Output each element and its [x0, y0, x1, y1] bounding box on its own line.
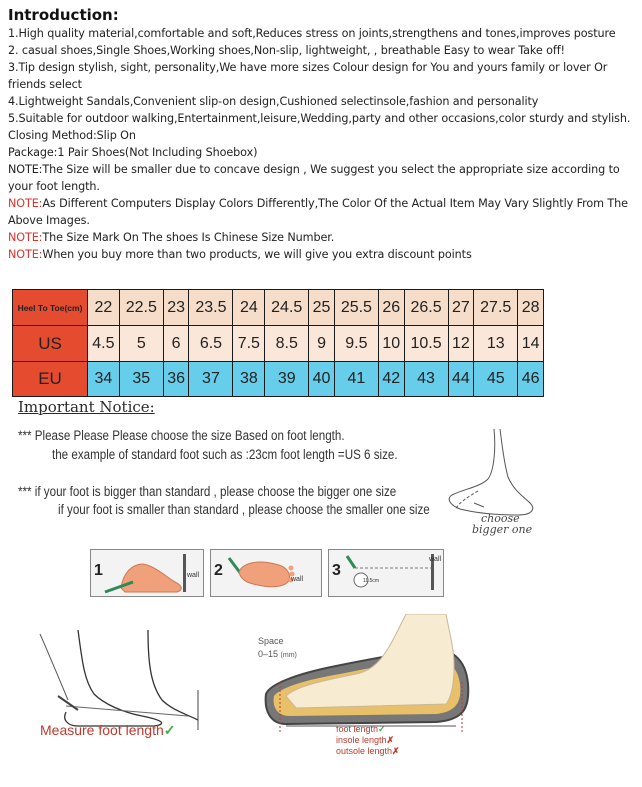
table-cell: 6	[163, 326, 189, 362]
intro-line-4: 4.Lightweight Sandals,Convenient slip-on design,Cushioned selectinsole,fashion and personality	[8, 95, 539, 108]
table-row-eu	[13, 362, 544, 397]
row-header-eu: EU	[13, 362, 88, 397]
size-chart-table	[12, 289, 544, 397]
step-1-panel	[90, 549, 204, 597]
ruler-mark: 11.5cm	[363, 578, 380, 584]
table-cell: 35	[119, 362, 163, 397]
table-cell: 27	[448, 290, 474, 326]
notice-line-4: if your foot is smaller than standard , please choose the smaller one size	[58, 502, 430, 517]
table-cell: 6.5	[189, 326, 233, 362]
table-row-heel-to-toe	[13, 290, 544, 326]
notice-line-1: *** Please Please Please choose the size Based on foot length.	[18, 428, 345, 443]
choose-note-2: bigger one	[472, 523, 533, 536]
cross-icon: ✗	[386, 735, 395, 745]
foot-top-icon	[225, 552, 305, 594]
check-icon: ✓	[378, 724, 386, 734]
wall-label: wall	[187, 572, 200, 579]
table-cell: 40	[309, 362, 335, 397]
table-cell: 7.5	[233, 326, 265, 362]
table-cell: 12	[448, 326, 474, 362]
row-header-us: US	[13, 326, 88, 362]
table-cell: 27.5	[474, 290, 518, 326]
table-cell: 14	[518, 326, 544, 362]
table-cell: 10.5	[404, 326, 448, 362]
intro-line-5: 5.Suitable for outdoor walking,Entertainment,leisure,Wedding,party and other occasions,color sturdy and stylish.	[8, 112, 631, 125]
space-label: Space	[258, 636, 284, 646]
note-label: NOTE:	[8, 197, 43, 210]
table-cell: 26.5	[404, 290, 448, 326]
closing-method: Closing Method:Slip On	[8, 129, 136, 142]
table-cell: 23	[163, 290, 189, 326]
step-number: 2	[214, 562, 223, 579]
intro-line-3: 3.Tip design stylish, sight, personality,We have more sizes Colour design for You and yours family or lover Or friends select	[8, 61, 608, 91]
table-cell: 26	[378, 290, 404, 326]
ruler-icon	[343, 552, 437, 594]
row-header-heel-to-toe: Heel To Toe(cm)	[13, 290, 88, 326]
table-cell: 36	[163, 362, 189, 397]
table-cell: 39	[265, 362, 309, 397]
table-cell: 4.5	[88, 326, 120, 362]
wall-label: wall	[291, 576, 304, 583]
table-cell: 9	[309, 326, 335, 362]
table-cell: 34	[88, 362, 120, 397]
notice-line-2: the example of standard foot such as :23cm foot length =US 6 size.	[52, 447, 398, 462]
note-label: NOTE:	[8, 231, 43, 244]
table-cell: 9.5	[334, 326, 378, 362]
table-cell: 23.5	[189, 290, 233, 326]
table-cell: 37	[189, 362, 233, 397]
measure-steps	[90, 549, 442, 595]
measure-foot-sketch	[38, 630, 223, 730]
choose-note: choose	[481, 512, 520, 525]
table-cell: 25.5	[334, 290, 378, 326]
note-label: NOTE:	[8, 248, 43, 261]
table-cell: 28	[518, 290, 544, 326]
cross-icon: ✗	[392, 746, 400, 756]
check-icon: ✓	[163, 722, 176, 738]
table-cell: 13	[474, 326, 518, 362]
table-cell: 22.5	[119, 290, 163, 326]
table-cell: 5	[119, 326, 163, 362]
space-range: 0–15 (mm)	[258, 649, 297, 659]
table-cell: 24.5	[265, 290, 309, 326]
table-cell: 43	[404, 362, 448, 397]
color-note: NOTE:As Different Computers Display Colors Differently,The Color Of the Actual Item May Vary Slightly From The Above Images.	[8, 197, 628, 227]
table-row-us	[13, 326, 544, 362]
foot-sketch-icon	[438, 425, 550, 520]
intro-line-2: 2. casual shoes,Single Shoes,Working shoes,Non-slip, lightweight, , breathable Easy to wear Take off!	[8, 44, 565, 57]
size-note: NOTE:The Size will be smaller due to concave design , We suggest you select the appropriate size according to your foot length.	[8, 163, 620, 193]
outsole-length-label: outsole length✗	[336, 746, 400, 756]
package-info: Package:1 Pair Shoes(Not Including Shoebox)	[8, 146, 258, 159]
table-cell: 24	[233, 290, 265, 326]
wall-label: wall	[429, 556, 442, 563]
table-cell: 8.5	[265, 326, 309, 362]
table-cell: 22	[88, 290, 120, 326]
discount-note: NOTE:When you buy more than two products, we will give you extra discount points	[8, 248, 472, 261]
foot-length-label: foot length✓	[336, 724, 386, 734]
insole-length-label: insole length✗	[336, 735, 395, 745]
table-cell: 42	[378, 362, 404, 397]
step-number: 3	[332, 562, 341, 579]
table-cell: 46	[518, 362, 544, 397]
foot-side-icon	[103, 552, 191, 594]
step-3-panel	[328, 549, 444, 597]
step-2-panel	[210, 549, 322, 597]
intro-section	[8, 6, 636, 263]
table-cell: 38	[233, 362, 265, 397]
table-cell: 25	[309, 290, 335, 326]
intro-line-1: 1.High quality material,comfortable and soft,Reduces stress on joints,strengthens and tones,improves posture	[8, 27, 616, 40]
table-cell: 10	[378, 326, 404, 362]
table-cell: 44	[448, 362, 474, 397]
measure-caption: Measure foot length✓	[40, 722, 176, 738]
table-cell: 45	[474, 362, 518, 397]
intro-title: Introduction:	[8, 6, 119, 24]
size-mark-note: NOTE:The Size Mark On The shoes Is Chinese Size Number.	[8, 231, 335, 244]
table-cell: 41	[334, 362, 378, 397]
step-number: 1	[94, 562, 103, 579]
notice-line-3: *** if your foot is bigger than standard , please choose the bigger one size	[18, 484, 397, 499]
notice-title: Important Notice:	[18, 398, 155, 416]
